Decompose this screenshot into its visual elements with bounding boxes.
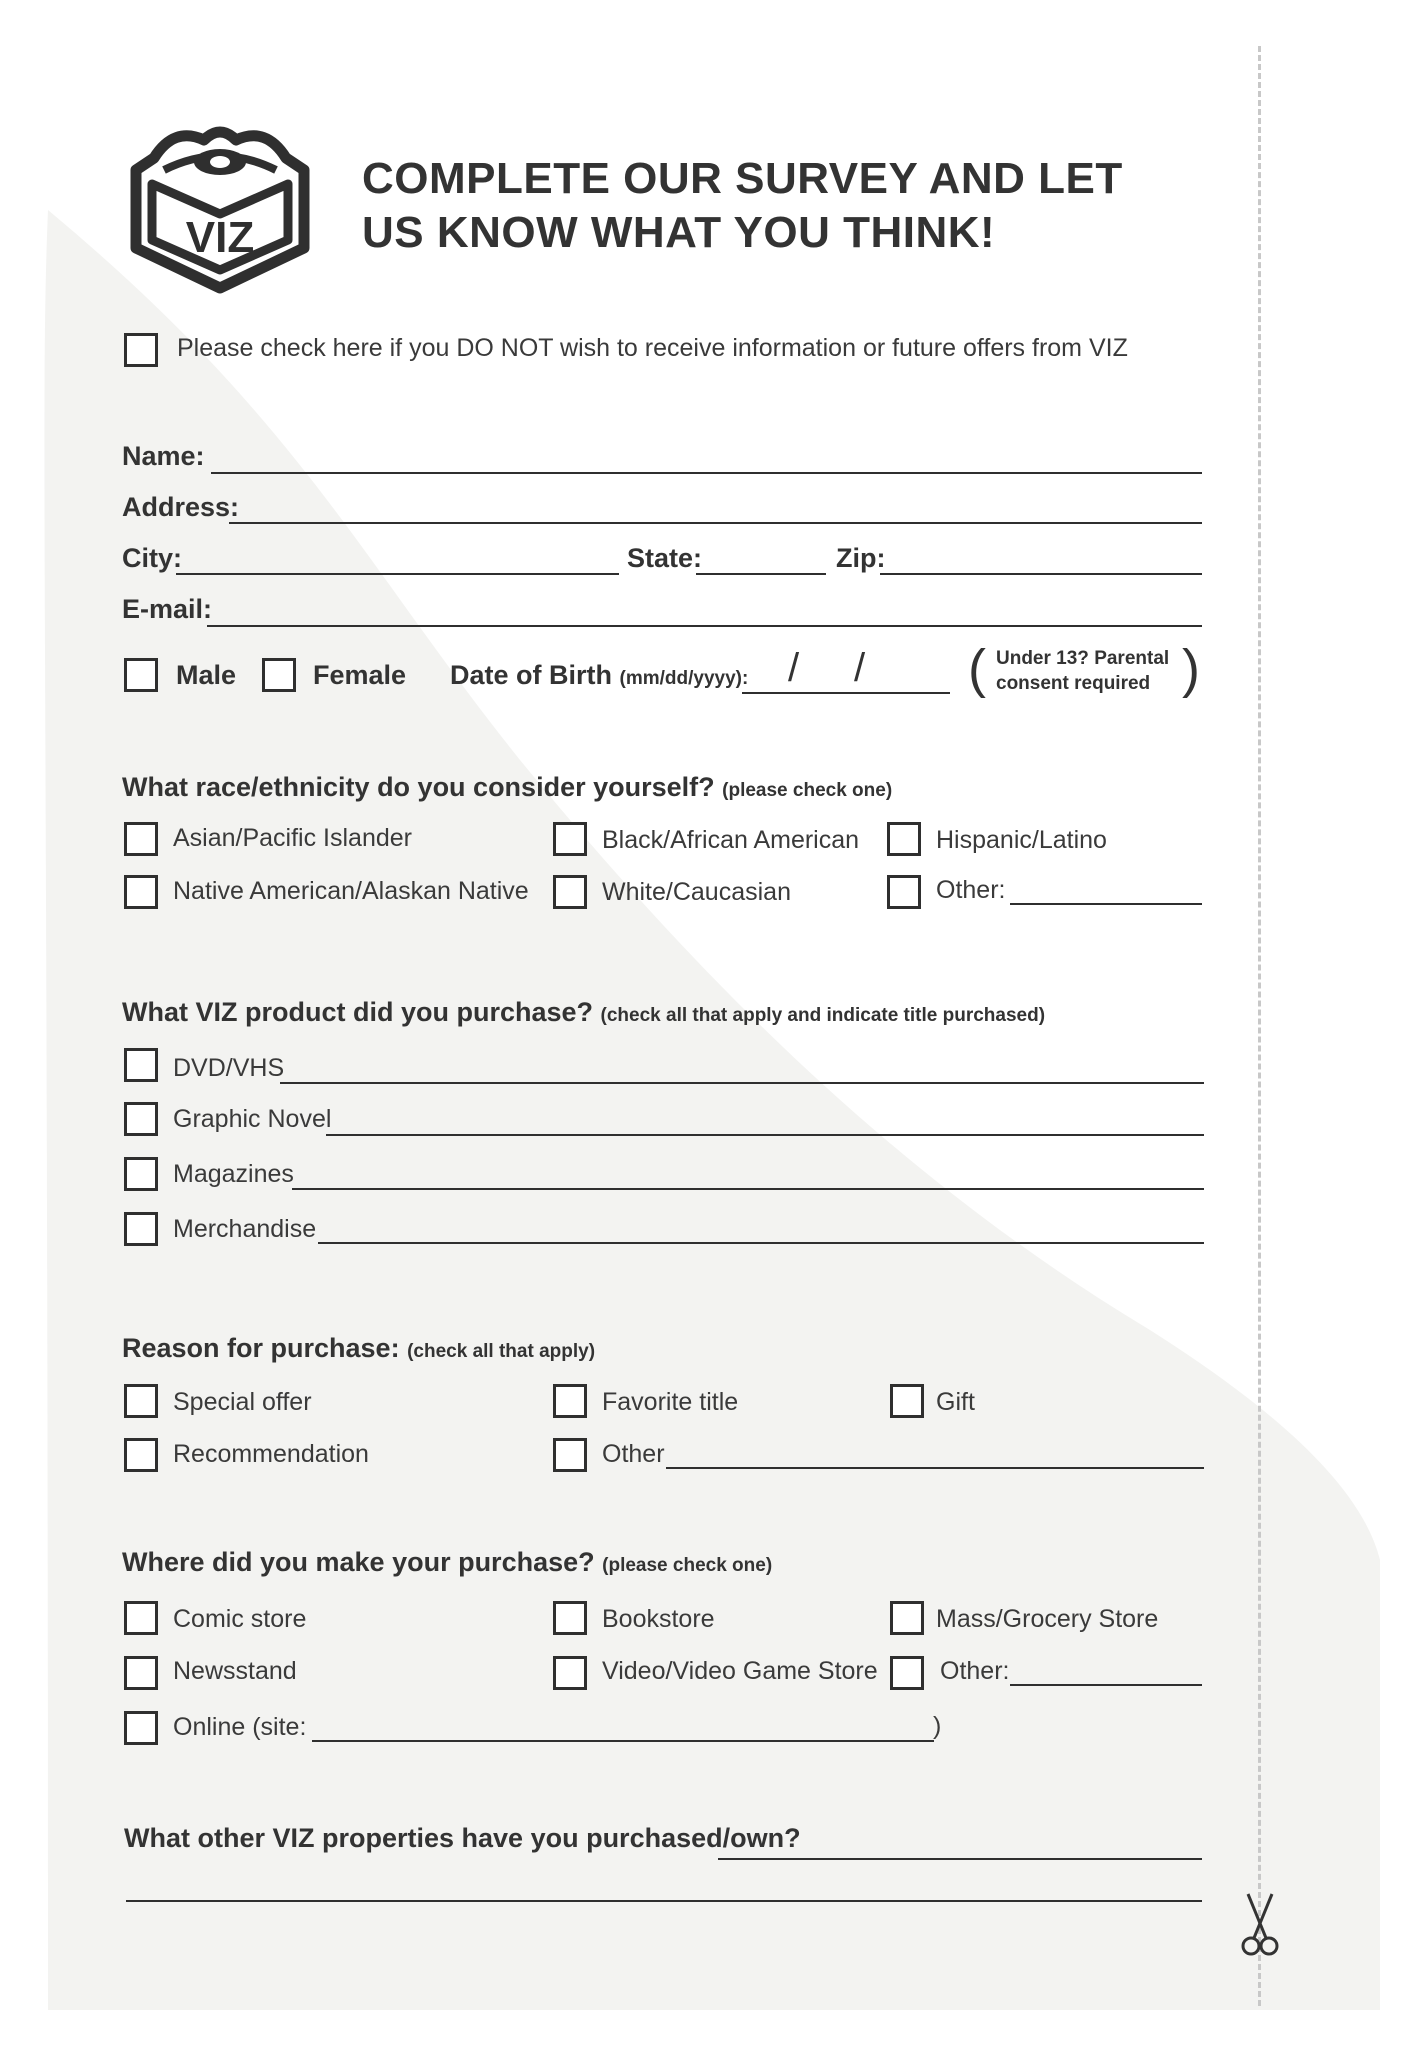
reason-other-field[interactable] [666,1467,1204,1469]
viz-logo [124,118,316,294]
where-option-online: Online (site: [173,1713,307,1741]
other-properties-question: What other VIZ properties have you purchased/own? [124,1823,801,1853]
where-mass-grocery-checkbox[interactable] [890,1601,924,1635]
where-question-text: Where did you make your purchase? [122,1547,595,1577]
survey-title-line-2: US KNOW WHAT YOU THINK! [362,208,996,257]
product-dvd-checkbox[interactable] [124,1048,158,1082]
dob-label-text: Date of Birth [450,660,612,690]
city-field[interactable] [176,573,619,575]
where-comic-store-checkbox[interactable] [124,1601,158,1635]
opt-out-checkbox[interactable] [124,333,158,367]
reason-option-favorite-title: Favorite title [602,1388,739,1416]
product-option-graphic-novel: Graphic Novel [173,1105,332,1133]
consent-note [996,646,1169,696]
male-checkbox[interactable] [124,658,158,692]
address-label: Address: [122,492,240,522]
female-label: Female [313,660,407,690]
product-magazines-checkbox[interactable] [124,1157,158,1191]
opt-out-label: Please check here if you DO NOT wish to receive information or future offers from VIZ [177,334,1128,362]
dob-label [450,660,748,691]
product-graphic-novel-field[interactable] [326,1134,1204,1136]
reason-question-text: Reason for purchase: [122,1333,400,1363]
where-bookstore-checkbox[interactable] [553,1601,587,1635]
where-option-bookstore: Bookstore [602,1605,715,1633]
city-label: City: [122,543,182,573]
reason-option-special-offer: Special offer [173,1388,312,1416]
other-properties-field-2[interactable] [126,1900,1202,1902]
product-graphic-novel-checkbox[interactable] [124,1102,158,1136]
consent-line-2: consent required [996,673,1151,694]
where-other-checkbox[interactable] [890,1656,924,1690]
race-question [122,772,892,803]
where-newsstand-checkbox[interactable] [124,1656,158,1690]
where-option-video-game: Video/Video Game Store [602,1657,878,1685]
product-merchandise-checkbox[interactable] [124,1212,158,1246]
zip-field[interactable] [880,573,1202,575]
consent-open-paren: ( [968,639,986,699]
state-field[interactable] [696,573,826,575]
male-label: Male [176,660,237,690]
product-option-dvd: DVD/VHS [173,1054,285,1082]
product-option-merchandise: Merchandise [173,1215,317,1243]
scissors-icon [1238,1890,1282,1960]
product-merchandise-field[interactable] [318,1242,1204,1244]
where-option-comic-store: Comic store [173,1605,307,1633]
where-option-newsstand: Newsstand [173,1657,297,1685]
reason-question-note: (check all that apply) [407,1341,596,1362]
reason-option-gift: Gift [936,1388,975,1416]
reason-question [122,1333,595,1364]
race-question-note: (please check one) [722,780,893,801]
race-option-white: White/Caucasian [602,878,791,906]
dob-field[interactable] [742,692,950,694]
race-option-black: Black/African American [602,826,860,854]
cut-line [1258,46,1261,2006]
zip-label: Zip: [836,543,886,573]
race-option-asian: Asian/Pacific Islander [173,824,413,852]
where-other-field[interactable] [1010,1684,1202,1686]
where-question-note: (please check one) [602,1555,773,1576]
where-online-close-paren: ) [933,1712,942,1740]
race-asian-checkbox[interactable] [124,822,158,856]
reason-other-checkbox[interactable] [553,1438,587,1472]
where-question [122,1547,772,1578]
race-option-hispanic: Hispanic/Latino [936,826,1107,854]
other-properties-field-1[interactable] [718,1858,1202,1860]
dob-separator-2: / [854,646,866,690]
product-question [122,997,1045,1028]
race-black-checkbox[interactable] [553,822,587,856]
reason-favorite-title-checkbox[interactable] [553,1384,587,1418]
reason-option-recommendation: Recommendation [173,1440,369,1468]
dob-separator-1: / [788,646,800,690]
female-checkbox[interactable] [262,658,296,692]
race-other-checkbox[interactable] [887,875,921,909]
race-native-checkbox[interactable] [124,875,158,909]
reason-special-offer-checkbox[interactable] [124,1384,158,1418]
race-white-checkbox[interactable] [553,875,587,909]
consent-line-1: Under 13? Parental [996,648,1170,669]
where-video-game-checkbox[interactable] [553,1656,587,1690]
reason-recommendation-checkbox[interactable] [124,1438,158,1472]
where-option-mass-grocery: Mass/Grocery Store [936,1605,1159,1633]
product-option-magazines: Magazines [173,1160,294,1188]
product-question-note: (check all that apply and indicate title purchased) [600,1005,1046,1026]
product-dvd-field[interactable] [280,1082,1204,1084]
name-field[interactable] [211,472,1202,474]
consent-close-paren: ) [1182,639,1200,699]
where-online-field[interactable] [312,1740,934,1742]
email-field[interactable] [207,625,1202,627]
product-question-text: What VIZ product did you purchase? [122,997,594,1027]
svg-text:VIZ: VIZ [185,213,255,262]
product-magazines-field[interactable] [292,1188,1204,1190]
reason-gift-checkbox[interactable] [890,1384,924,1418]
email-label: E-mail: [122,594,213,624]
race-option-native: Native American/Alaskan Native [173,877,529,905]
where-option-other: Other: [940,1657,1010,1685]
dob-format: (mm/dd/yyyy): [619,668,749,689]
race-other-field[interactable] [1010,903,1202,905]
race-hispanic-checkbox[interactable] [887,822,921,856]
name-label: Name: [122,441,205,471]
state-label: State: [627,543,703,573]
address-field[interactable] [229,522,1202,524]
survey-title-line-1: COMPLETE OUR SURVEY AND LET [362,154,1123,203]
reason-option-other: Other [602,1440,665,1468]
where-online-checkbox[interactable] [124,1711,158,1745]
race-question-text: What race/ethnicity do you consider yourself? [122,772,715,802]
race-option-other: Other: [936,876,1006,904]
